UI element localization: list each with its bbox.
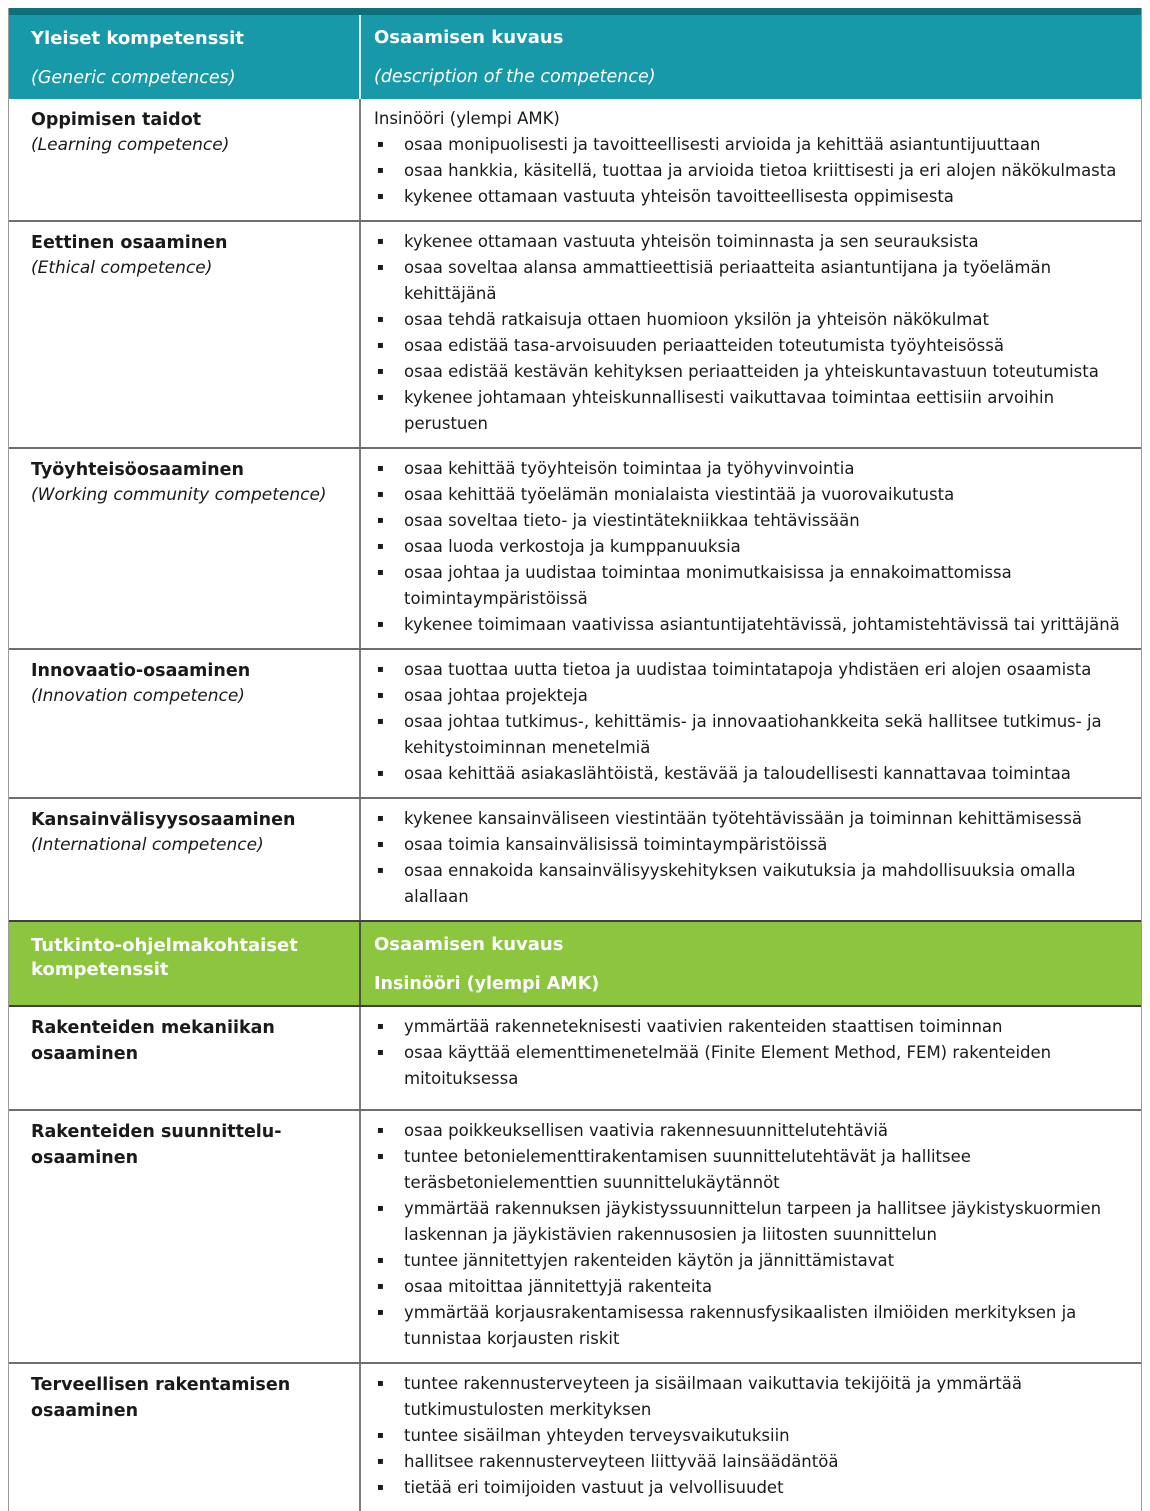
generic-header-title: Yleiset kompetenssit xyxy=(31,28,244,49)
square-bullet-icon: ▪ xyxy=(377,619,384,630)
competence-name-cell xyxy=(9,1364,361,1511)
bullet-text: kykenee johtamaan yhteiskunnallisesti vaikuttavaa toimintaa eettisiin arvoihin perustuen xyxy=(404,388,1055,433)
table-row xyxy=(9,1007,1141,1109)
bullet-item xyxy=(374,359,1127,385)
bullet-text: tuntee jännitettyjen rakenteiden käytön ja jännittämistavat xyxy=(404,1251,895,1270)
generic-header-description-cell xyxy=(361,15,1141,99)
bullet-text: osaa johtaa ja uudistaa toimintaa monimutkaisissa ja ennakoimattomissa toimintaympäristöissä xyxy=(404,563,1012,608)
competence-title: Eettinen osaaminen xyxy=(31,233,228,253)
competence-title: Innovaatio-osaaminen xyxy=(31,661,251,681)
competence-title: Oppimisen taidot xyxy=(31,110,202,130)
programme-description-title: Osaamisen kuvaus xyxy=(374,934,564,955)
bullet-text: osaa tuottaa uutta tietoa ja uudistaa toimintatapoja yhdistäen eri alojen osaamista xyxy=(404,660,1092,679)
bullet-item xyxy=(374,1300,1127,1352)
square-bullet-icon: ▪ xyxy=(377,463,384,474)
square-bullet-icon: ▪ xyxy=(377,139,384,150)
square-bullet-icon: ▪ xyxy=(377,768,384,779)
bullet-item xyxy=(374,858,1127,910)
square-bullet-icon: ▪ xyxy=(377,541,384,552)
bullet-item xyxy=(374,1040,1127,1092)
table-row xyxy=(9,648,1141,797)
competence-name-cell xyxy=(9,99,361,220)
competence-description-cell xyxy=(361,1007,1141,1109)
generic-header-subtitle: (Generic competences) xyxy=(31,68,236,88)
square-bullet-icon: ▪ xyxy=(377,392,384,403)
competence-description-cell xyxy=(361,222,1141,447)
bullet-item xyxy=(374,1475,1127,1501)
bullet-text: osaa monipuolisesti ja tavoitteellisesti arvioida ja kehittää asiantuntijuuttaan xyxy=(404,135,1041,154)
competence-name-cell xyxy=(9,222,361,447)
bullet-item xyxy=(374,229,1127,255)
bullet-item xyxy=(374,683,1127,709)
competence-subtitle-en: (Working community competence) xyxy=(31,485,327,505)
square-bullet-icon: ▪ xyxy=(377,1430,384,1441)
square-bullet-icon: ▪ xyxy=(377,1047,384,1058)
square-bullet-icon: ▪ xyxy=(377,1307,384,1318)
competence-description-cell xyxy=(361,1111,1141,1362)
programme-table-header xyxy=(9,920,1141,1007)
competence-title: Kansainvälisyysosaaminen xyxy=(31,810,296,830)
bullet-text: osaa johtaa tutkimus-, kehittämis- ja innovaatiohankkeita sekä hallitsee tutkimus- ja kehitystoiminnan menetelmiä xyxy=(404,712,1102,757)
bullet-item xyxy=(374,255,1127,307)
bullet-text: osaa soveltaa tieto- ja viestintätekniikkaa tehtävissään xyxy=(404,511,860,530)
bullet-item xyxy=(374,1118,1127,1144)
competence-description-cell xyxy=(361,1364,1141,1511)
competence-subtitle-en: (Innovation competence) xyxy=(31,686,245,706)
bullet-item xyxy=(374,385,1127,437)
bullet-item xyxy=(374,1371,1127,1423)
programme-description-subtitle: Insinööri (ylempi AMK) xyxy=(374,974,600,994)
square-bullet-icon: ▪ xyxy=(377,1456,384,1467)
square-bullet-icon: ▪ xyxy=(377,366,384,377)
bullet-text: osaa poikkeuksellisen vaativia rakennesuunnittelutehtäviä xyxy=(404,1121,889,1140)
programme-competences-table xyxy=(8,920,1142,1511)
square-bullet-icon: ▪ xyxy=(377,340,384,351)
competence-description-cell xyxy=(361,449,1141,648)
square-bullet-icon: ▪ xyxy=(377,1255,384,1266)
square-bullet-icon: ▪ xyxy=(377,690,384,701)
table-row xyxy=(9,797,1141,920)
bullet-item xyxy=(374,1449,1127,1475)
square-bullet-icon: ▪ xyxy=(377,1378,384,1389)
bullet-text: ymmärtää rakenneteknisesti vaativien rakenteiden staattisen toiminnan xyxy=(404,1017,1003,1036)
bullet-text: osaa luoda verkostoja ja kumppanuuksia xyxy=(404,537,741,556)
bullet-text: osaa ennakoida kansainvälisyyskehityksen vaikutuksia ja mahdollisuuksia omalla alallaan xyxy=(404,861,1076,906)
bullet-text: ymmärtää rakennuksen jäykistyssuunnittelun tarpeen ja hallitsee jäykistyskuormien laskennan ja jäykistävien rakennusosien ja liitosten suunnittelun xyxy=(404,1199,1102,1244)
bullet-text: kykenee ottamaan vastuuta yhteisön toiminnasta ja sen seurauksista xyxy=(404,232,979,251)
square-bullet-icon: ▪ xyxy=(377,567,384,578)
square-bullet-icon: ▪ xyxy=(377,489,384,500)
bullet-item xyxy=(374,1014,1127,1040)
square-bullet-icon: ▪ xyxy=(377,865,384,876)
competence-name-cell xyxy=(9,650,361,797)
bullet-text: osaa johtaa projekteja xyxy=(404,686,588,705)
square-bullet-icon: ▪ xyxy=(377,236,384,247)
bullet-text: osaa edistää kestävän kehityksen periaatteiden ja yhteiskuntavastuun toteutumista xyxy=(404,362,1099,381)
table-row xyxy=(9,1109,1141,1362)
square-bullet-icon: ▪ xyxy=(377,262,384,273)
square-bullet-icon: ▪ xyxy=(377,1125,384,1136)
competence-name-cell xyxy=(9,449,361,648)
competence-subtitle-en: (Ethical competence) xyxy=(31,258,213,278)
competence-name-cell xyxy=(9,1111,361,1362)
bullet-text: osaa kehittää asiakaslähtöistä, kestävää ja taloudellisesti kannattavaa toimintaa xyxy=(404,764,1071,783)
competence-title: Työyhteisöosaaminen xyxy=(31,460,244,480)
generic-rows-container xyxy=(9,99,1141,920)
description-header-subtitle: (description of the competence) xyxy=(374,67,656,87)
square-bullet-icon: ▪ xyxy=(377,515,384,526)
competence-subtitle-en: (Learning competence) xyxy=(31,135,230,155)
bullet-item xyxy=(374,1248,1127,1274)
competence-description-cell xyxy=(361,99,1141,220)
table-row xyxy=(9,1362,1141,1511)
bullet-text: kykenee toimimaan vaativissa asiantuntijatehtävissä, johtamistehtävissä tai yrittäjänä xyxy=(404,615,1120,634)
bullet-text: osaa käyttää elementtimenetelmää (Finite Element Method, FEM) rakenteiden mitoituksessa xyxy=(404,1043,1052,1088)
competence-description-cell xyxy=(361,650,1141,797)
square-bullet-icon: ▪ xyxy=(377,716,384,727)
square-bullet-icon: ▪ xyxy=(377,813,384,824)
bullet-item xyxy=(374,1196,1127,1248)
bullet-item xyxy=(374,184,1127,210)
bullet-item xyxy=(374,832,1127,858)
bullet-item xyxy=(374,612,1127,638)
square-bullet-icon: ▪ xyxy=(377,314,384,325)
programme-header-description-cell xyxy=(361,922,1141,1005)
bullet-text: tuntee sisäilman yhteyden terveysvaikutuksiin xyxy=(404,1426,790,1445)
bullet-text: osaa kehittää työelämän monialaista viestintää ja vuorovaikutusta xyxy=(404,485,955,504)
generic-table-header xyxy=(9,8,1141,99)
bullet-text: osaa hankkia, käsitellä, tuottaa ja arvioida tietoa kriittisesti ja eri alojen näkökulmasta xyxy=(404,161,1117,180)
square-bullet-icon: ▪ xyxy=(377,664,384,675)
square-bullet-icon: ▪ xyxy=(377,839,384,850)
bullet-item xyxy=(374,307,1127,333)
competence-title: Terveellisen rakentamisen osaaminen xyxy=(31,1375,291,1421)
competence-name-cell xyxy=(9,1007,361,1109)
bullet-item xyxy=(374,534,1127,560)
table-row xyxy=(9,220,1141,447)
table-row xyxy=(9,447,1141,648)
bullet-text: tuntee rakennusterveyteen ja sisäilmaan vaikuttavia tekijöitä ja ymmärtää tutkimustulosten merkityksen xyxy=(404,1374,1022,1419)
competence-subtitle-en: (International competence) xyxy=(31,835,264,855)
bullet-item xyxy=(374,508,1127,534)
bullet-text: tuntee betonielementtirakentamisen suunnittelutehtävät ja hallitsee teräsbetonielementtien suunnittelukäytännöt xyxy=(404,1147,971,1192)
competence-name-cell xyxy=(9,799,361,920)
square-bullet-icon: ▪ xyxy=(377,1281,384,1292)
bullet-item xyxy=(374,158,1127,184)
description-header-title: Osaamisen kuvaus xyxy=(374,27,564,48)
bullet-item xyxy=(374,456,1127,482)
bullet-text: hallitsee rakennusterveyteen liittyvää lainsäädäntöä xyxy=(404,1452,839,1471)
square-bullet-icon: ▪ xyxy=(377,1151,384,1162)
bullet-text: kykenee kansainväliseen viestintään työtehtävissään ja toiminnan kehittämisessä xyxy=(404,809,1082,828)
bullet-item xyxy=(374,132,1127,158)
square-bullet-icon: ▪ xyxy=(377,165,384,176)
bullet-item xyxy=(374,761,1127,787)
bullet-item xyxy=(374,1423,1127,1449)
square-bullet-icon: ▪ xyxy=(377,1203,384,1214)
bullet-text: kykenee ottamaan vastuuta yhteisön tavoitteellisesta oppimisesta xyxy=(404,187,954,206)
bullet-text: osaa toimia kansainvälisissä toimintaympäristöissä xyxy=(404,835,828,854)
bullet-text: osaa edistää tasa-arvoisuuden periaatteiden toteutumista työyhteisössä xyxy=(404,336,1004,355)
programme-header-competences-cell xyxy=(9,922,361,1005)
bullet-item xyxy=(374,709,1127,761)
bullet-text: osaa mitoittaa jännitettyjä rakenteita xyxy=(404,1277,713,1296)
table-row xyxy=(9,99,1141,220)
bullet-text: ymmärtää korjausrakentamisessa rakennusfysikaalisten ilmiöiden merkityksen ja tunnistaa korjausten riskit xyxy=(404,1303,1077,1348)
bullet-item xyxy=(374,560,1127,612)
programme-rows-container xyxy=(9,1007,1141,1511)
bullet-text: osaa kehittää työyhteisön toimintaa ja työhyvinvointia xyxy=(404,459,855,478)
bullet-item xyxy=(374,333,1127,359)
competence-description-cell xyxy=(361,799,1141,920)
programme-header-title: Tutkinto-ohjelmakohtaiset kompetenssit xyxy=(31,935,298,980)
generic-competences-table xyxy=(8,8,1142,920)
bullet-item xyxy=(374,657,1127,683)
bullet-item xyxy=(374,806,1127,832)
bullet-text: osaa soveltaa alansa ammattieettisiä periaatteita asiantuntijana ja työelämän kehittäjänä xyxy=(404,258,1052,303)
bullet-item xyxy=(374,1144,1127,1196)
competence-title: Rakenteiden suunnittelu-osaaminen xyxy=(31,1122,282,1168)
bullet-text: osaa tehdä ratkaisuja ottaen huomioon yksilön ja yhteisön näkökulmat xyxy=(404,310,989,329)
competence-document xyxy=(8,8,1142,1511)
bullet-text: tietää eri toimijoiden vastuut ja velvollisuudet xyxy=(404,1478,784,1497)
bullet-item xyxy=(374,482,1127,508)
square-bullet-icon: ▪ xyxy=(377,1021,384,1032)
competence-title: Rakenteiden mekaniikan osaaminen xyxy=(31,1018,275,1064)
bullet-item xyxy=(374,1274,1127,1300)
description-intro: Insinööri (ylempi AMK) xyxy=(374,109,560,128)
square-bullet-icon: ▪ xyxy=(377,1482,384,1493)
square-bullet-icon: ▪ xyxy=(377,191,384,202)
generic-header-competences-cell xyxy=(9,15,361,99)
